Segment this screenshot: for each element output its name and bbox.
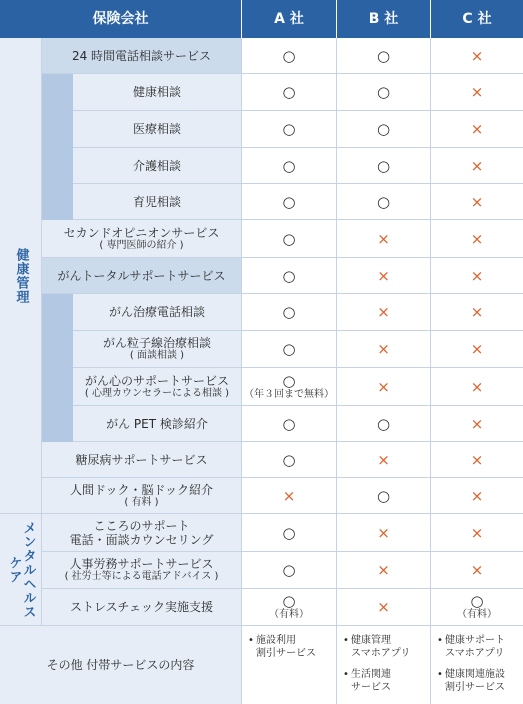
a-diabetes (242, 442, 337, 478)
circle-mark: ○ (376, 156, 391, 175)
row-sublabel: ( 有料 ) (124, 496, 159, 508)
header-company-c: C 社 (431, 0, 523, 38)
a-extra-services (242, 626, 337, 704)
list-item: • 健康関連施設 割引サービス (437, 668, 505, 694)
row-childcare-consult (73, 184, 242, 220)
b-24h-phone (337, 38, 431, 74)
list-item: • 施設利用 割引サービス (248, 634, 316, 660)
a-health-consult (242, 74, 337, 111)
footer-label-text: その他 付帯サービスの内容 (46, 658, 195, 672)
cross-mark: × (470, 266, 484, 285)
c-care-consult (431, 148, 523, 184)
cross-mark: × (470, 120, 484, 138)
note-text: （年３回まで無料） (244, 388, 334, 400)
circle-mark: ○ (282, 592, 296, 610)
cross-mark: × (377, 340, 390, 358)
b-second-opinion (337, 220, 431, 258)
row-sublabel: ( 専門医師の紹介 ) (99, 239, 184, 251)
b-health-consult (337, 74, 431, 111)
row-pet-screening (73, 406, 242, 442)
circle-mark: ○ (282, 303, 296, 321)
c-pet-screening (431, 406, 523, 442)
b-particle-therapy (337, 331, 431, 368)
header-company-b: B 社 (337, 0, 431, 38)
row-label: 24 時間電話相談サービス (71, 48, 212, 63)
row-mind-support (42, 514, 242, 552)
row-hr-support (42, 552, 242, 589)
cross-mark: × (377, 303, 390, 321)
note-text: （有料） (269, 609, 309, 620)
header-company: 保険会社 (0, 0, 242, 38)
c-stress-check (431, 589, 523, 626)
row-health-consult (73, 74, 242, 111)
row-stress-check (42, 589, 242, 626)
cross-mark: × (377, 598, 390, 616)
row-second-opinion (42, 220, 242, 258)
c-particle-therapy (431, 331, 523, 368)
row-cancer-phone (73, 294, 242, 331)
cross-mark: × (282, 486, 296, 505)
row-cancer-mind (73, 368, 242, 406)
list-item: • 健康管理 スマホアプリ (343, 634, 410, 660)
row-label-line2: 電話・面談カウンセリング (69, 532, 214, 547)
footer-label (0, 626, 242, 704)
a-hr-support (242, 552, 337, 589)
row-label: 人間ドック・脳ドック紹介 (69, 482, 214, 497)
c-second-opinion (431, 220, 523, 258)
a-24h-phone (242, 38, 337, 74)
row-sublabel: ( 社労士等による電話アドバイス ) (64, 571, 219, 582)
row-label: がんトータルサポートサービス (57, 268, 226, 283)
row-label: がん粒子線治療相談 (102, 336, 211, 350)
c-childcare-consult (431, 184, 523, 220)
cross-mark: × (470, 486, 484, 505)
row-label: 育児相談 (132, 194, 181, 209)
row-label: がん治療電話相談 (108, 305, 205, 319)
circle-mark: ○ (376, 83, 391, 101)
row-sublabel: ( 心理カウンセラーによる相談 ) (84, 387, 230, 399)
cross-mark: × (470, 414, 484, 433)
circle-mark: ○ (282, 83, 296, 101)
row-care-consult (73, 148, 242, 184)
b-cancer-phone (337, 294, 431, 331)
c-diabetes (431, 442, 523, 478)
a-checkup (242, 478, 337, 514)
row-diabetes (42, 442, 242, 478)
row-label: 健康相談 (132, 85, 181, 99)
row-checkup (42, 478, 242, 514)
cross-mark: × (470, 303, 484, 321)
circle-mark: ○ (282, 414, 296, 433)
cross-mark: × (377, 561, 390, 579)
c-checkup (431, 478, 523, 514)
circle-mark: ○ (282, 266, 296, 285)
circle-mark: ○ (282, 192, 296, 211)
c-medical-consult (431, 111, 523, 148)
cross-mark: × (470, 46, 484, 65)
list-item: • 生活関連 サービス (343, 668, 391, 694)
c-cancer-total (431, 258, 523, 294)
cross-mark: × (470, 192, 484, 211)
circle-mark: ○ (282, 229, 296, 248)
b-cancer-total (337, 258, 431, 294)
c-cancer-mind (431, 368, 523, 406)
row-medical-consult (73, 111, 242, 148)
a-particle-therapy (242, 331, 337, 368)
b-extra-services (337, 626, 431, 704)
cross-mark: × (377, 450, 390, 469)
b-hr-support (337, 552, 431, 589)
cross-mark: × (377, 266, 390, 285)
row-label: 糖尿病サポートサービス (75, 452, 208, 467)
note-text: （有料） (457, 609, 497, 620)
row-cancer-total (42, 258, 242, 294)
circle-mark: ○ (376, 46, 391, 65)
b-childcare-consult (337, 184, 431, 220)
circle-mark: ○ (376, 414, 391, 433)
a-cancer-phone (242, 294, 337, 331)
a-second-opinion (242, 220, 337, 258)
c-24h-phone (431, 38, 523, 74)
row-24h-phone (42, 38, 242, 74)
circle-mark: ○ (282, 120, 296, 138)
b-checkup (337, 478, 431, 514)
a-mind-support (242, 514, 337, 552)
cross-mark: × (377, 377, 390, 396)
header-company-a: A 社 (242, 0, 337, 38)
circle-mark: ○ (470, 592, 484, 610)
a-stress-check (242, 589, 337, 626)
circle-mark: ○ (376, 486, 391, 505)
cross-mark: × (470, 83, 484, 101)
circle-mark: ○ (282, 340, 296, 358)
b-mind-support (337, 514, 431, 552)
category-mental: メンタルヘルスケア (0, 514, 42, 626)
b-diabetes (337, 442, 431, 478)
cross-mark: × (470, 450, 484, 469)
cross-mark: × (470, 229, 484, 248)
row-label: がん PET 検診紹介 (106, 416, 208, 431)
cross-mark: × (470, 340, 484, 358)
a-medical-consult (242, 111, 337, 148)
row-label: 人事労務サポートサービス (69, 557, 214, 571)
c-cancer-phone (431, 294, 523, 331)
a-cancer-total (242, 258, 337, 294)
group-bar-phone (42, 74, 73, 220)
circle-mark: ○ (282, 156, 296, 175)
category-health: 健康管理 (0, 38, 42, 514)
circle-mark: ○ (282, 561, 296, 579)
c-health-consult (431, 74, 523, 111)
row-label: ストレスチェック実施支援 (69, 600, 214, 614)
cross-mark: × (470, 561, 484, 579)
b-care-consult (337, 148, 431, 184)
group-bar-cancer (42, 294, 73, 442)
row-particle-therapy (73, 331, 242, 368)
c-mind-support (431, 514, 523, 552)
a-care-consult (242, 148, 337, 184)
row-label: セカンドオピニオンサービス (63, 225, 220, 240)
a-childcare-consult (242, 184, 337, 220)
b-cancer-mind (337, 368, 431, 406)
a-pet-screening (242, 406, 337, 442)
list-item: • 健康サポート スマホアプリ (437, 634, 505, 660)
cross-mark: × (377, 523, 390, 542)
b-stress-check (337, 589, 431, 626)
circle-mark: ○ (282, 46, 296, 65)
b-pet-screening (337, 406, 431, 442)
row-label: がん心のサポートサービス (84, 373, 229, 388)
circle-mark: ○ (376, 120, 391, 138)
a-cancer-mind (242, 368, 337, 406)
circle-mark: ○ (282, 371, 296, 390)
row-label: 医療相談 (132, 122, 181, 136)
row-label: こころのサポート (93, 518, 190, 533)
cross-mark: × (470, 523, 484, 542)
row-sublabel: ( 面談相談 ) (129, 350, 185, 361)
cross-mark: × (470, 156, 484, 175)
c-extra-services (431, 626, 523, 704)
row-label: 介護相談 (132, 158, 181, 173)
circle-mark: ○ (282, 450, 296, 469)
circle-mark: ○ (282, 523, 296, 542)
b-medical-consult (337, 111, 431, 148)
cross-mark: × (377, 229, 390, 248)
cross-mark: × (470, 377, 484, 396)
circle-mark: ○ (376, 192, 391, 211)
c-hr-support (431, 552, 523, 589)
